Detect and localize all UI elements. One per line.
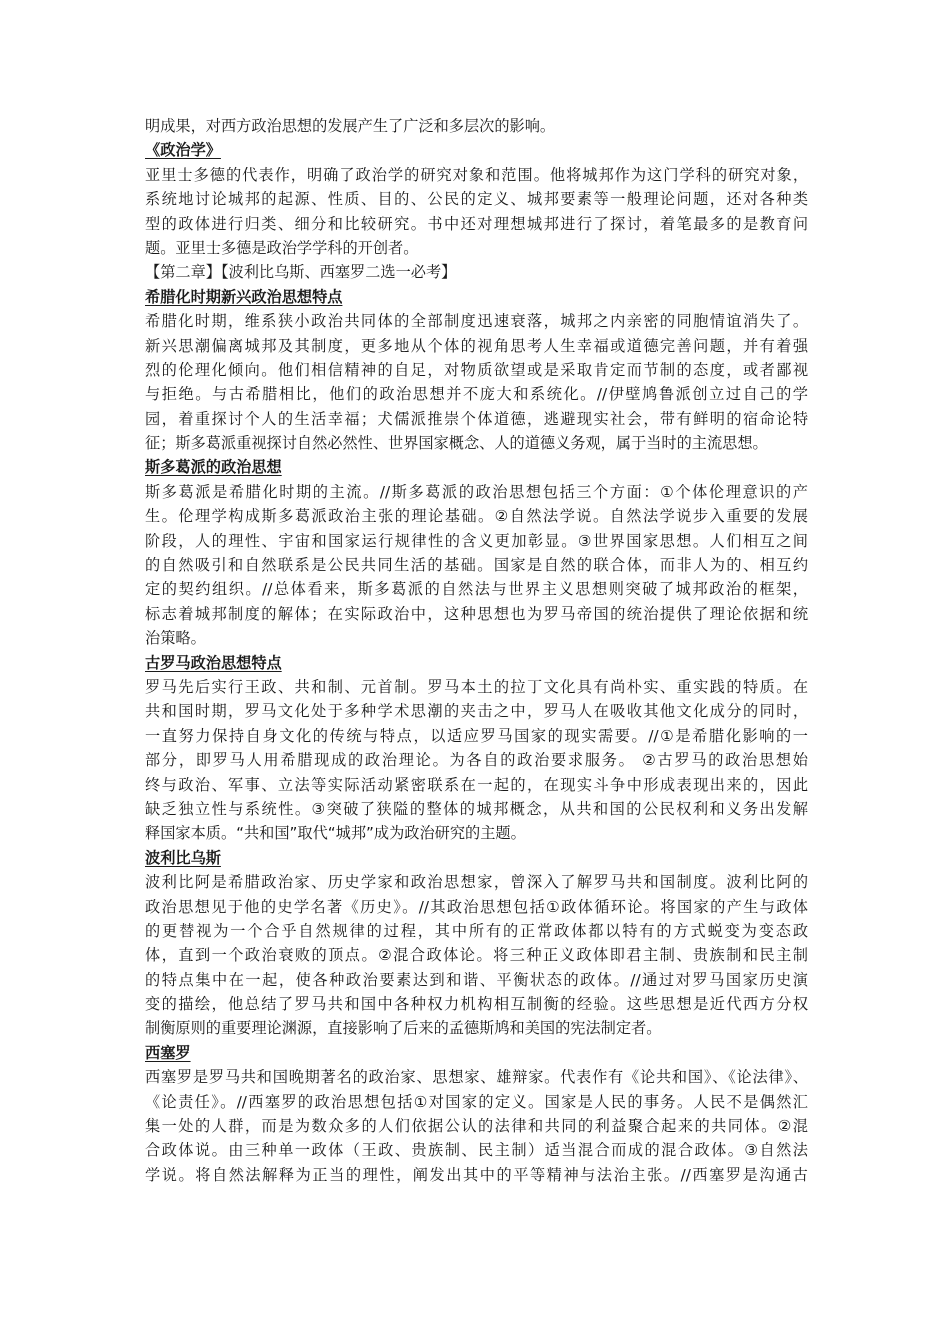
- paragraph-line: 一直努力保持自身文化的传统与特点，以适应罗马国家的现实需要。//①是希腊化影响的一: [145, 726, 808, 745]
- paragraph-line: 系统地讨论城邦的起源、性质、目的、公民的定义、城邦要素等一般理论问题，还对各种类: [145, 190, 808, 209]
- section-heading-hellenistic: 希腊化时期新兴政治思想特点: [145, 287, 343, 306]
- paragraph-line: 的特点集中在一起，使各种政治要素达到和谐、平衡状态的政体。//通过对罗马国家历史演: [145, 970, 808, 989]
- paragraph-line: 标志着城邦制度的解体；在实际政治中，这种思想也为罗马帝国的统治提供了理论依据和统: [145, 604, 808, 623]
- paragraph-line: 烈的伦理化倾向。他们相信精神的自足，对物质欲望或是采取肯定而节制的态度，或者鄙视: [145, 360, 808, 379]
- hellenistic-section: [145, 285, 808, 456]
- section-heading-cicero: 西塞罗: [145, 1043, 191, 1062]
- cicero-section: [145, 1041, 808, 1187]
- paragraph-line: 体，直到一个政治衰败的顶点。②混合政体论。将三种正义政体即君主制、贵族制和民主制: [145, 946, 808, 965]
- paragraph-line: 终与政治、军事、立法等实际活动紧密联系在一起的，在现实斗争中形成表现出来的，因此: [145, 775, 808, 794]
- paragraph-line: 园，着重探讨个人的生活幸福；犬儒派推崇个体道德，逃避现实社会，带有鲜明的宿命论特: [145, 409, 808, 428]
- section-heading-polybius: 波利比乌斯: [145, 848, 221, 867]
- paragraph-line: 定的契约组织。//总体看来，斯多葛派的自然法与世界主义思想则突破了城邦政治的框架，: [145, 580, 808, 599]
- paragraph-line: 集一处的人群，而是为数众多的人们依据公认的法律和共同的利益聚合起来的共同体。②混: [145, 1117, 808, 1136]
- paragraph-line: 生。伦理学构成斯多葛派政治主张的理论基础。②自然法学说。自然法学说步入重要的发展: [145, 507, 808, 526]
- paragraph-line: 征；斯多葛派重视探讨自然必然性、世界国家概念、人的道德义务观，属于当时的主流思想。: [145, 434, 768, 453]
- paragraph-line: 《论责任》。//西塞罗的政治思想包括①对国家的定义。国家是人民的事务。人民不是偶然汇: [145, 1092, 808, 1111]
- section-heading-politics: 《政治学》: [145, 141, 221, 160]
- paragraph-line: 政治思想见于他的史学名著《历史》。//其政治思想包括①政体循环论。将国家的产生与政体: [145, 897, 808, 916]
- chapter-label: 【第二章】【波利比乌斯、西塞罗二选一必考】: [145, 263, 457, 282]
- politics-book-section: [145, 138, 808, 260]
- paragraph-line: 西塞罗是罗马共和国晚期著名的政治家、思想家、雄辩家。代表作有《论共和国》、《论法律》、: [145, 1068, 808, 1087]
- paragraph-line: 的自然吸引和自然联系是公民共同生活的基础。国家是自然的联合体，而非人为的、相互约: [145, 556, 808, 575]
- paragraph-line: 题。亚里士多德是政治学学科的开创者。: [145, 238, 419, 257]
- paragraph-line: 释国家本质。“共和国”取代“城邦”成为政治研究的主题。: [145, 824, 526, 843]
- paragraph-line: 共和国时期，罗马文化处于多种学术思潮的夹击之中，罗马人在吸收其他文化成分的同时，: [145, 702, 808, 721]
- document-page: [145, 114, 808, 1187]
- paragraph-line: 希腊化时期，维系狭小政治共同体的全部制度迅速衰落，城邦之内亲密的同胞情谊消失了。: [145, 312, 808, 331]
- paragraph-line: 治策略。: [145, 629, 206, 648]
- paragraph-line: 缺乏独立性与系统性。③突破了狭隘的整体的城邦概念，从共和国的公民权利和义务出发解: [145, 799, 808, 818]
- paragraph-line: 变的描绘，他总结了罗马共和国中各种权力机构相互制衡的经验。这些思想是近代西方分权: [145, 995, 808, 1014]
- section-heading-stoic: 斯多葛派的政治思想: [145, 458, 282, 477]
- paragraph-line: 与拒绝。与古希腊相比，他们的政治思想并不庞大和系统化。//伊壁鸠鲁派创立过自己的学: [145, 385, 808, 404]
- paragraph-line: 型的政体进行归类、细分和比较研究。书中还对理想城邦进行了探讨，着笔最多的是教育问: [145, 214, 808, 233]
- polybius-section: [145, 846, 808, 1041]
- paragraph-line: 的更替视为一个合乎自然规律的过程，其中所有的正常政体都以特有的方式蜕变为变态政: [145, 921, 808, 940]
- paragraph-line: 斯多葛派是希腊化时期的主流。//斯多葛派的政治思想包括三个方面：①个体伦理意识的产: [145, 482, 808, 501]
- paragraph-line: 合政体说。由三种单一政体（王政、贵族制、民主制）适当混合而成的混合政体。③自然法: [145, 1141, 808, 1160]
- rome-section: [145, 651, 808, 846]
- section-heading-rome: 古罗马政治思想特点: [145, 653, 282, 672]
- paragraph-line: 部分，即罗马人用希腊现成的政治理论。为各自的政治要求服务。 ②古罗马的政治思想始: [145, 751, 808, 770]
- paragraph-line: 制衡原则的重要理论渊源，直接影响了后来的孟德斯鸠和美国的宪法制定者。: [145, 1019, 662, 1038]
- paragraph-line: 新兴思潮偏离城邦及其制度，更多地从个体的视角思考人生幸福或道德完善问题，并有着强: [145, 336, 808, 355]
- paragraph-line: 罗马先后实行王政、共和制、元首制。罗马本土的拉丁文化具有尚朴实、重实践的特质。在: [145, 677, 808, 696]
- paragraph-line: 亚里士多德的代表作，明确了政治学的研究对象和范围。他将城邦作为这门学科的研究对象，: [145, 165, 808, 184]
- paragraph-line: 波利比阿是希腊政治家、历史学家和政治思想家，曾深入了解罗马共和国制度。波利比阿的: [145, 873, 808, 892]
- intro-section: [145, 114, 808, 138]
- paragraph-line: 学说。将自然法解释为正当的理性，阐发出其中的平等精神与法治主张。//西塞罗是沟通古: [145, 1165, 808, 1184]
- paragraph-line: 阶段，人的理性、宇宙和国家运行规律性的含义更加彰显。③世界国家思想。人们相互之间: [145, 531, 808, 550]
- stoic-section: [145, 455, 808, 650]
- paragraph-line: 明成果，对西方政治思想的发展产生了广泛和多层次的影响。: [145, 117, 556, 135]
